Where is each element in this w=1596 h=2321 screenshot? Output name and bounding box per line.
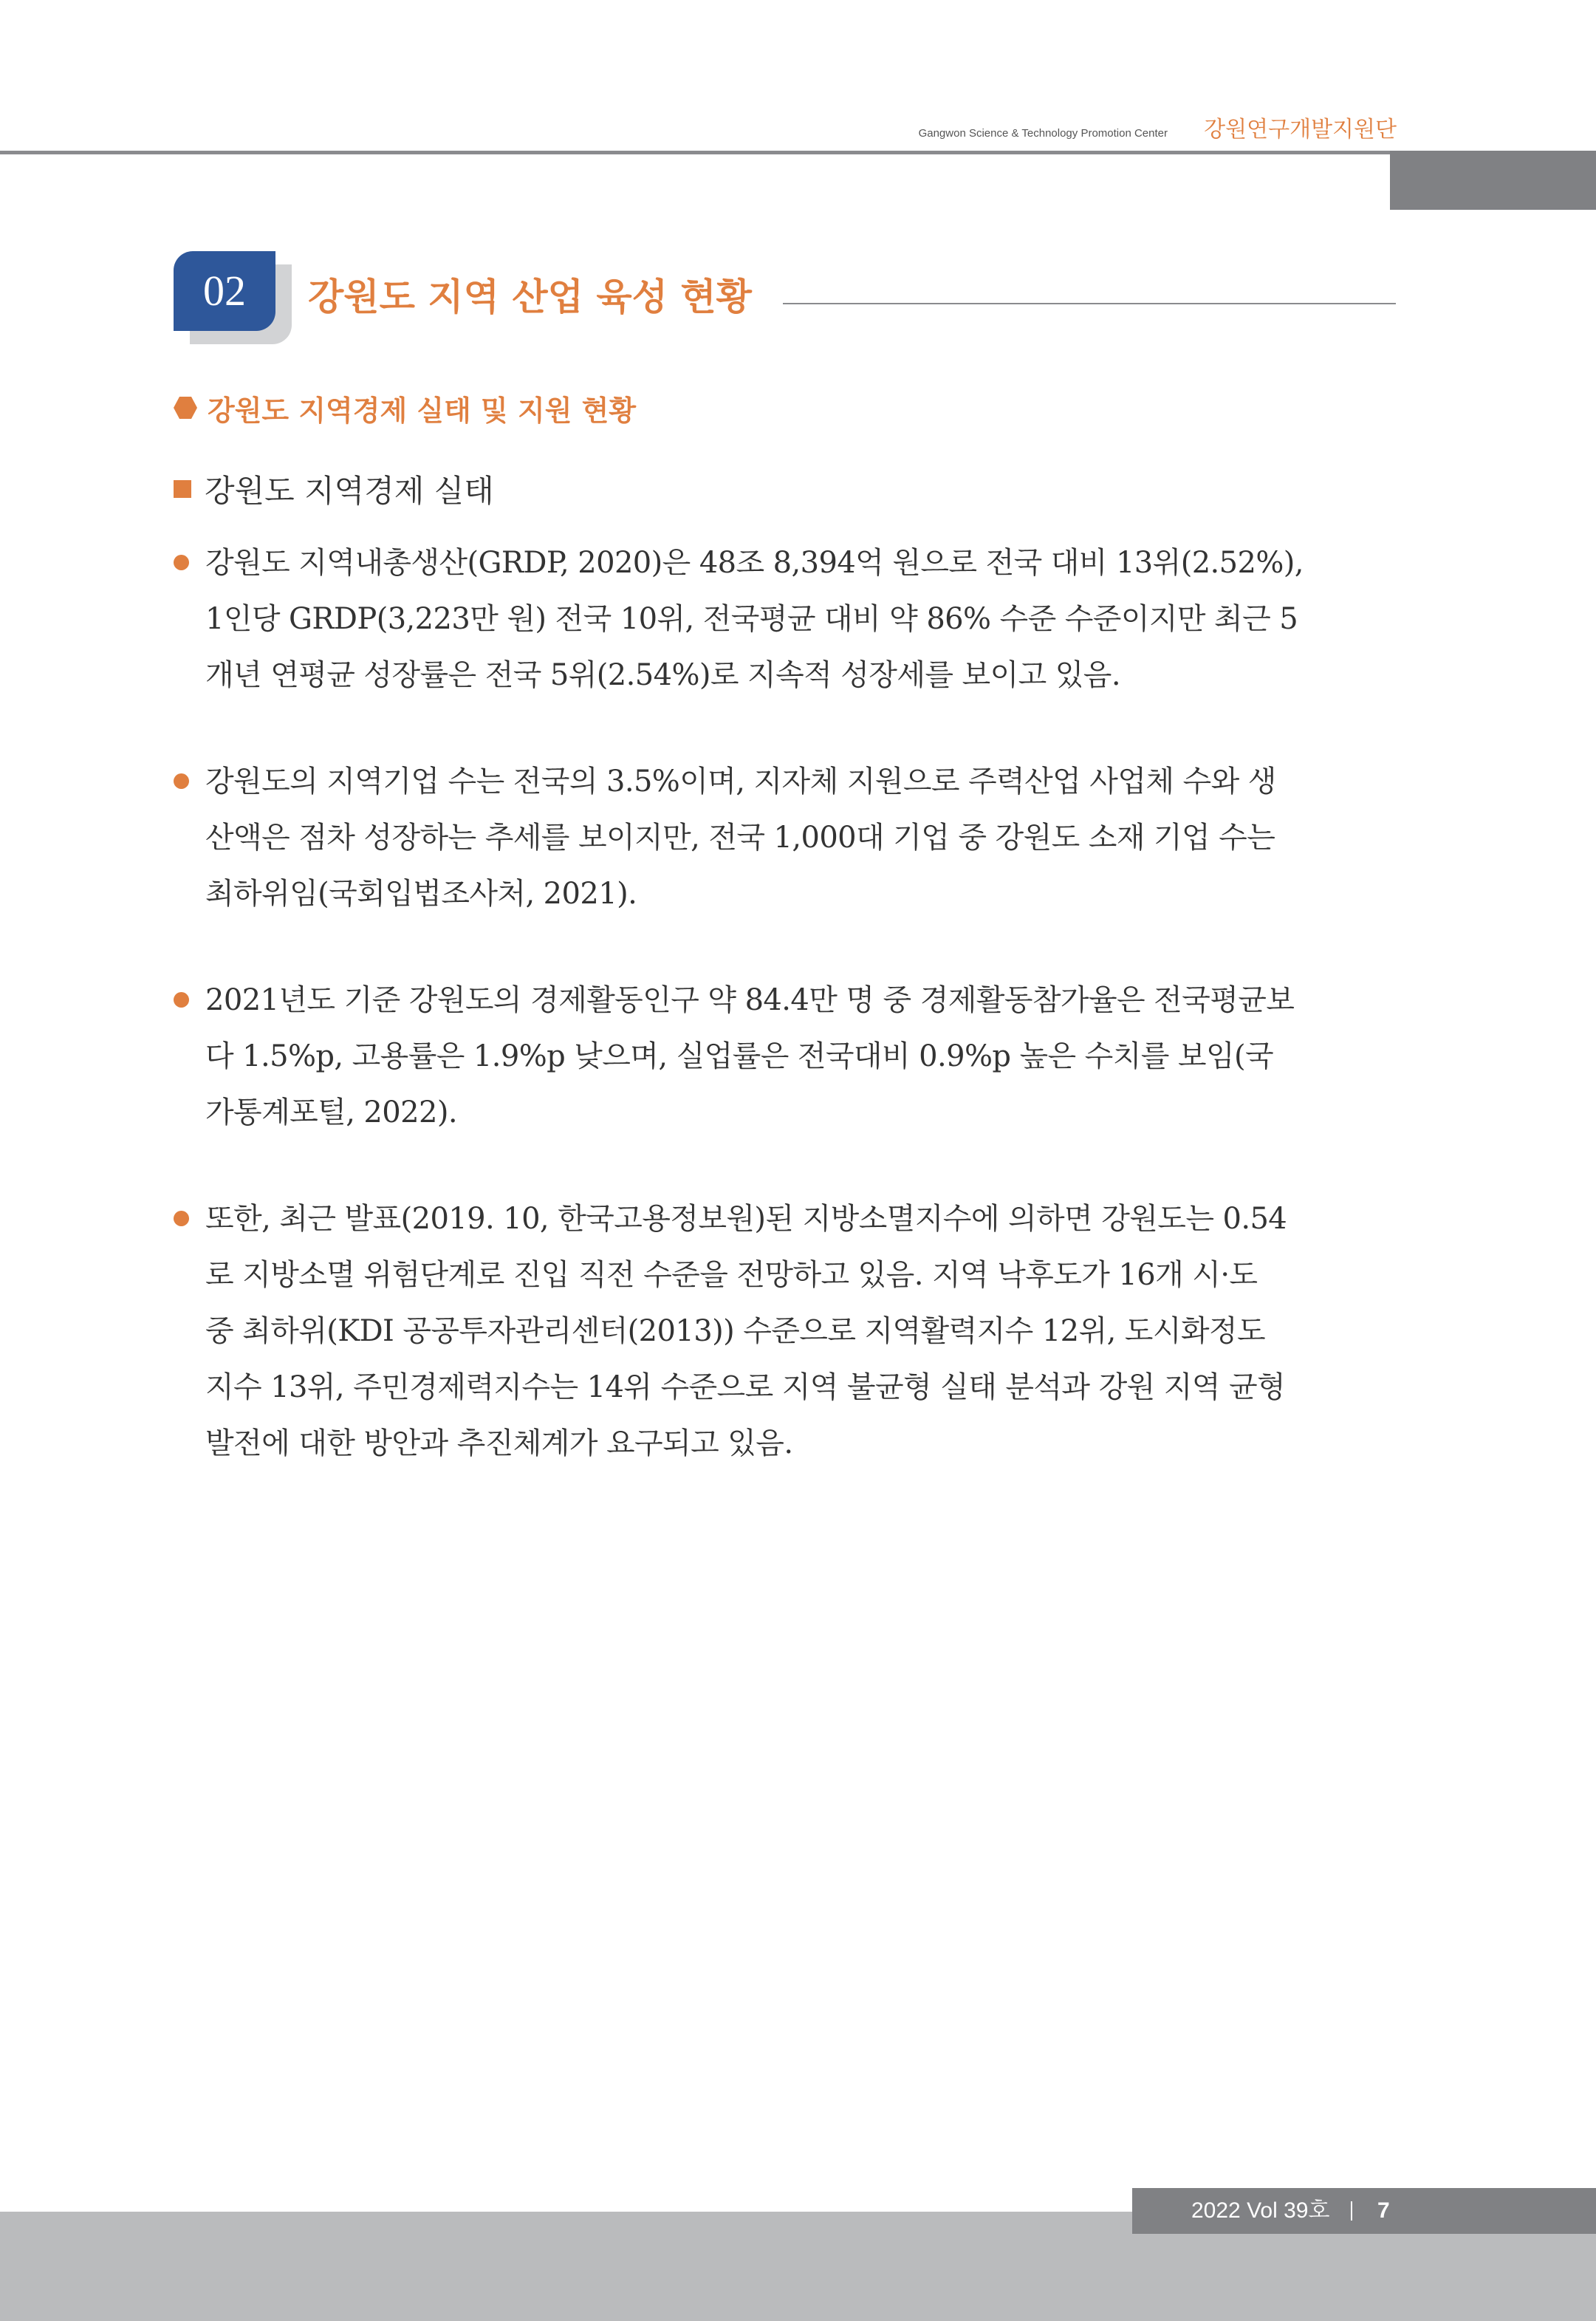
bullet-item — [174, 535, 1400, 703]
footer-separator — [1351, 2201, 1352, 2221]
hexagon-bullet-icon — [174, 397, 197, 419]
page-number: 7 — [1377, 2198, 1390, 2223]
bullet-line: 중 최하위(KDI 공공투자관리센터(2013)) 수준으로 지역활력지수 12위, 도시화정도 — [205, 1314, 1265, 1348]
header-divider — [0, 151, 1392, 154]
section-title-rule — [783, 303, 1396, 304]
bullet-line: 강원도의 지역기업 수는 전국의 3.5%이며, 지자체 지원으로 주력산업 사업체 수와 생 — [205, 765, 1276, 799]
bullet-list — [174, 535, 1400, 1522]
header-org-korean: 강원연구개발지원단 — [1204, 117, 1397, 143]
bullet-item — [174, 753, 1400, 922]
header-org-english: Gangwon Science & Technology Promotion Center — [918, 127, 1168, 140]
footer-issue: 2022 Vol 39호 — [1191, 2198, 1330, 2223]
bullet-line: 로 지방소멸 위험단계로 진입 직전 수준을 전망하고 있음. 지역 낙후도가 16개 시·도 — [205, 1258, 1258, 1292]
bullet-line: 발전에 대한 방안과 추진체계가 요구되고 있음. — [205, 1426, 793, 1460]
bullet-line: 또한, 최근 발표(2019. 10, 한국고용정보원)된 지방소멸지수에 의하면 강원도는 0.54 — [205, 1202, 1287, 1236]
circle-bullet-icon — [174, 555, 189, 570]
header-gray-block — [1390, 151, 1596, 210]
footer-tab — [1132, 2188, 1596, 2234]
bullet-line: 2021년도 기준 강원도의 경제활동인구 약 84.4만 명 중 경제활동참가율은 전국평균보 — [205, 983, 1295, 1017]
circle-bullet-icon — [174, 992, 189, 1008]
bullet-line: 산액은 점차 성장하는 추세를 보이지만, 전국 1,000대 기업 중 강원도 소재 기업 수는 — [205, 821, 1275, 855]
circle-bullet-icon — [174, 1211, 189, 1226]
bullet-line: 1인당 GRDP(3,223만 원) 전국 10위, 전국평균 대비 약 86% 수준 수준이지만 최근 5 — [205, 602, 1298, 636]
square-heading-text: 강원도 지역경제 실태 — [205, 473, 494, 509]
section-number-badge: 02 — [174, 251, 275, 331]
bullet-line: 지수 13위, 주민경제력지수는 14위 수준으로 지역 불균형 실태 분석과 강원 지역 균형 — [205, 1370, 1286, 1404]
bullet-item — [174, 1191, 1400, 1471]
bullet-line: 강원도 지역내총생산(GRDP, 2020)은 48조 8,394억 원으로 전국 대비 13위(2.52%), — [205, 546, 1304, 580]
subheading — [174, 388, 636, 428]
bullet-line: 최하위임(국회입법조사처, 2021). — [205, 877, 637, 911]
bullet-line: 가통계포털, 2022). — [205, 1095, 457, 1129]
square-bullet-icon — [174, 480, 191, 498]
square-heading — [174, 467, 494, 511]
circle-bullet-icon — [174, 773, 189, 789]
bullet-item — [174, 972, 1400, 1141]
bullet-line: 다 1.5%p, 고용률은 1.9%p 낮으며, 실업률은 전국대비 0.9%p 높은 수치를 보임(국 — [205, 1039, 1274, 1073]
subheading-text: 강원도 지역경제 실태 및 지원 현황 — [208, 394, 637, 427]
page-header — [0, 0, 1596, 155]
section-heading — [174, 251, 1396, 347]
section-title: 강원도 지역 산업 육성 현황 — [308, 276, 752, 318]
bullet-line: 개년 연평균 성장률은 전국 5위(2.54%)로 지속적 성장세를 보이고 있음. — [205, 658, 1120, 692]
